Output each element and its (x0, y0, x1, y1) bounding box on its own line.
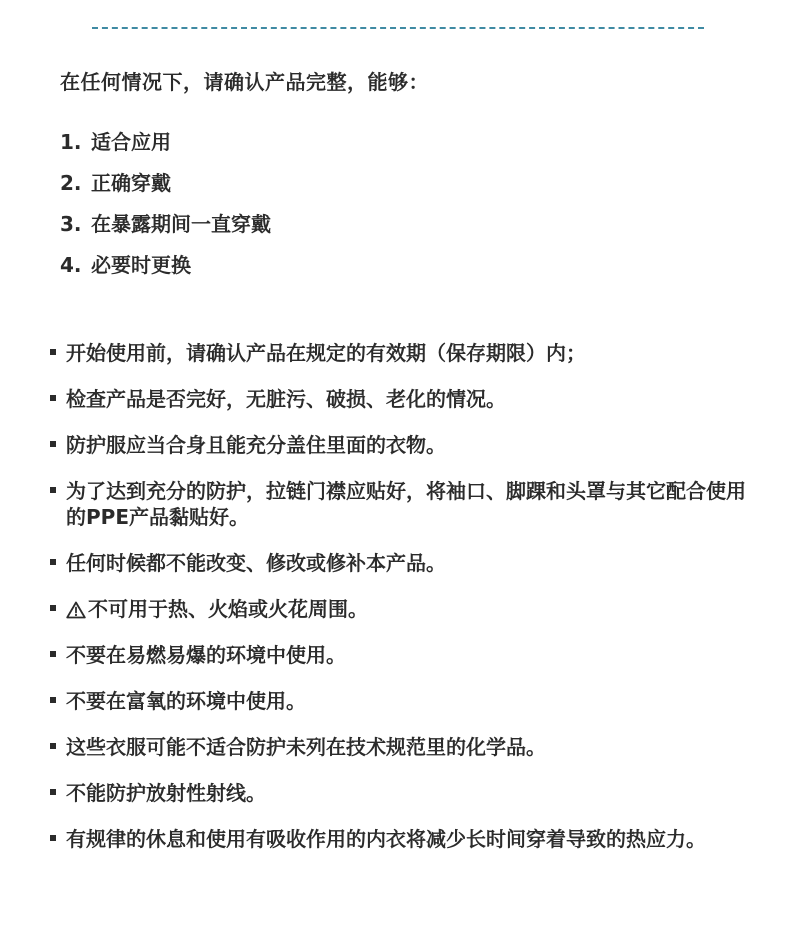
step-text: 必要时更换 (91, 253, 191, 277)
square-bullet-icon (50, 835, 56, 841)
usage-notes-list (46, 340, 746, 872)
list-item (46, 340, 746, 366)
list-item (46, 780, 746, 806)
note-text: 任何时候都不能改变、修改或修补本产品。 (66, 551, 446, 575)
square-bullet-icon (50, 559, 56, 565)
requirements-list (60, 128, 271, 292)
list-item (46, 432, 746, 458)
square-bullet-icon (50, 487, 56, 493)
list-item (60, 210, 271, 251)
list-item (60, 169, 271, 210)
list-item (60, 251, 271, 292)
list-item (46, 642, 746, 668)
square-bullet-icon (50, 441, 56, 447)
step-number: 2. (60, 171, 82, 195)
note-text: 不要在富氧的环境中使用。 (66, 689, 306, 713)
list-item (46, 550, 746, 576)
intro-heading: 在任何情况下，请确认产品完整，能够： (60, 70, 429, 94)
note-text: 这些衣服可能不适合防护未列在技术规范里的化学品。 (66, 735, 546, 759)
warning-triangle-icon (66, 601, 86, 619)
list-item (46, 478, 746, 530)
square-bullet-icon (50, 395, 56, 401)
square-bullet-icon (50, 743, 56, 749)
square-bullet-icon (50, 697, 56, 703)
list-item (46, 734, 746, 760)
step-number: 3. (60, 212, 82, 236)
note-text: 开始使用前，请确认产品在规定的有效期（保存期限）内； (66, 341, 586, 365)
square-bullet-icon (50, 349, 56, 355)
note-text: 不可用于热、火焰或火花周围。 (88, 597, 368, 621)
note-text: 检查产品是否完好，无脏污、破损、老化的情况。 (66, 387, 506, 411)
step-text: 在暴露期间一直穿戴 (91, 212, 271, 236)
list-item (46, 386, 746, 412)
step-number: 1. (60, 130, 82, 154)
note-text: 不要在易燃易爆的环境中使用。 (66, 643, 346, 667)
list-item (60, 128, 271, 169)
dashed-divider (92, 27, 704, 29)
note-text: 不能防护放射性射线。 (66, 781, 266, 805)
step-text: 正确穿戴 (91, 171, 171, 195)
list-item (46, 826, 746, 852)
step-text: 适合应用 (91, 130, 171, 154)
list-item (46, 596, 746, 622)
square-bullet-icon (50, 651, 56, 657)
list-item (46, 688, 746, 714)
note-text: 为了达到充分的防护，拉链门襟应贴好，将袖口、脚踝和头罩与其它配合使用的PPE产品黏贴好。 (66, 479, 746, 529)
step-number: 4. (60, 253, 82, 277)
square-bullet-icon (50, 605, 56, 611)
note-text: 有规律的休息和使用有吸收作用的内衣将减少长时间穿着导致的热应力。 (66, 827, 706, 851)
note-text: 防护服应当合身且能充分盖住里面的衣物。 (66, 433, 446, 457)
square-bullet-icon (50, 789, 56, 795)
